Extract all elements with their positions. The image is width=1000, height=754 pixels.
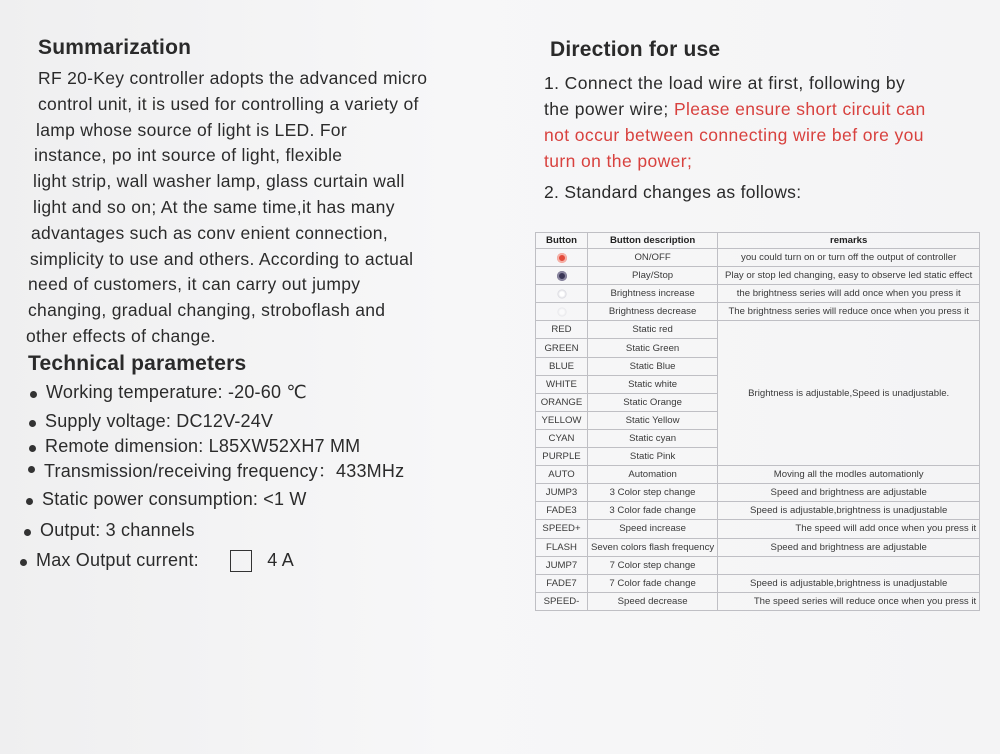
table-cell: 3 Color step change — [588, 484, 718, 502]
table-header-row — [536, 233, 980, 249]
play-icon — [557, 271, 567, 281]
table-cell — [536, 249, 588, 267]
table-row — [536, 574, 980, 592]
table-cell: 7 Color fade change — [588, 574, 718, 592]
table-cell: YELLOW — [536, 411, 588, 429]
parameter-item — [24, 520, 496, 550]
summary-body — [26, 66, 496, 350]
summary-title: Summarization — [38, 36, 192, 59]
bullet-icon — [24, 529, 31, 536]
summary-line: control unit, it is used for controlling a variety of — [38, 93, 419, 114]
power-icon — [557, 253, 567, 263]
table-cell: FADE7 — [536, 574, 588, 592]
table-cell: CYAN — [536, 429, 588, 447]
table-cell: Static Orange — [588, 393, 718, 411]
right-column — [544, 36, 989, 203]
bullet-icon — [20, 559, 27, 566]
summary-line: simplicity to use and others. According to actual — [30, 248, 414, 269]
table-cell: ON/OFF — [588, 249, 718, 267]
table-cell: Static Pink — [588, 448, 718, 466]
table-cell: AUTO — [536, 466, 588, 484]
bullet-icon — [29, 420, 36, 427]
bullet-icon — [26, 498, 33, 505]
parameter-item — [29, 411, 496, 436]
summary-line: RF 20-Key controller adopts the advanced micro — [38, 68, 428, 88]
bullet-icon — [29, 445, 36, 452]
parameter-text: Max Output current: — [36, 549, 199, 570]
warning-text: turn on the power; — [544, 151, 693, 171]
parameter-text: Working temperature: -20-60 ℃ — [46, 381, 307, 402]
table-cell: FLASH — [536, 538, 588, 556]
parameter-item — [30, 382, 496, 411]
table-cell: The speed will add once when you press it — [718, 520, 980, 538]
table-cell — [536, 285, 588, 303]
table-row — [536, 520, 980, 538]
table-cell: BLUE — [536, 357, 588, 375]
table-cell: GREEN — [536, 339, 588, 357]
table-cell — [536, 267, 588, 285]
bullet-icon — [28, 466, 35, 473]
summary-line: instance, po int source of light, flexible — [34, 145, 343, 166]
summary-line: need of customers, it can carry out jumpy — [28, 274, 361, 295]
table-cell: The brightness series will reduce once when you press it — [718, 303, 980, 321]
table-cell: Play/Stop — [588, 267, 718, 285]
table-cell: 7 Color step change — [588, 556, 718, 574]
table-header: remarks — [718, 233, 980, 249]
brightness-down-icon — [557, 307, 567, 317]
summary-line: advantages such as conv enient connection, — [31, 222, 389, 243]
table-cell: the brightness series will add once when you press it — [718, 285, 980, 303]
parameter-text: Output: 3 channels — [40, 519, 195, 540]
table-cell: Speed and brightness are adjustable — [718, 484, 980, 502]
table-cell: FADE3 — [536, 502, 588, 520]
table-cell: WHITE — [536, 375, 588, 393]
table-cell: Speed is adjustable,brightness is unadjustable — [718, 574, 980, 592]
left-column — [26, 36, 496, 572]
parameter-item — [20, 550, 496, 572]
warning-text: not occur between connecting wire bef ore you — [544, 125, 924, 145]
table-cell: Moving all the modles automationly — [718, 466, 980, 484]
parameter-item — [29, 436, 496, 457]
table-cell — [536, 303, 588, 321]
direction-line — [544, 96, 989, 122]
warning-text: Please ensure short circuit can — [673, 99, 926, 119]
table-cell: 3 Color fade change — [588, 502, 718, 520]
table-cell: PURPLE — [536, 448, 588, 466]
parameter-value: 4 A — [267, 549, 294, 570]
table-cell: Static cyan — [588, 429, 718, 447]
checkbox-icon — [230, 550, 252, 572]
parameter-list — [26, 382, 496, 572]
table-cell: Static white — [588, 375, 718, 393]
table-cell: RED — [536, 321, 588, 339]
table-row — [536, 484, 980, 502]
direction-step2: 2. Standard changes as follows: — [544, 182, 802, 202]
table-header: Button — [536, 233, 588, 249]
table-cell: Static red — [588, 321, 718, 339]
direction-text: the power wire; — [544, 99, 674, 119]
table-cell: SPEED+ — [536, 520, 588, 538]
table-row — [536, 303, 980, 321]
table-cell: Brightness increase — [588, 285, 718, 303]
table-row — [536, 267, 980, 285]
table-cell: Static Blue — [588, 357, 718, 375]
table-row — [536, 249, 980, 267]
table-cell: Automation — [588, 466, 718, 484]
table-cell: The speed series will reduce once when you press it — [718, 592, 980, 610]
table-cell: SPEED- — [536, 592, 588, 610]
table-cell: Speed increase — [588, 520, 718, 538]
table-row — [536, 321, 980, 339]
parameter-item — [26, 489, 496, 520]
summary-line: other effects of change. — [26, 325, 216, 346]
table-cell: you could turn on or turn off the output of controller — [718, 249, 980, 267]
table-row — [536, 502, 980, 520]
table-cell-merged: Brightness is adjustable,Speed is unadjustable. — [718, 321, 980, 466]
button-table — [535, 232, 980, 611]
direction-line: 1. Connect the load wire at first, following by — [544, 73, 906, 93]
table-row — [536, 556, 980, 574]
table-cell: JUMP3 — [536, 484, 588, 502]
table-cell: ORANGE — [536, 393, 588, 411]
parameter-text: Transmission/receiving frequency：433MHz — [44, 460, 405, 481]
table-cell: Static Green — [588, 339, 718, 357]
table-row — [536, 592, 980, 610]
table-cell: Speed decrease — [588, 592, 718, 610]
table-cell — [718, 556, 980, 574]
summary-line: light strip, wall washer lamp, glass curtain wall — [33, 171, 405, 192]
summary-line: lamp whose source of light is LED. For — [36, 119, 347, 140]
table-row — [536, 538, 980, 556]
brightness-up-icon — [557, 289, 567, 299]
table-header: Button description — [588, 233, 718, 249]
summary-line: light and so on; At the same time,it has many — [33, 196, 395, 217]
table-cell: Seven colors flash frequency — [588, 538, 718, 556]
bullet-icon — [30, 391, 37, 398]
parameter-text: Supply voltage: DC12V-24V — [45, 410, 274, 431]
parameter-text: Remote dimension: L85XW52XH7 MM — [45, 435, 361, 456]
table-cell: Speed and brightness are adjustable — [718, 538, 980, 556]
table-row — [536, 466, 980, 484]
direction-title: Direction for use — [550, 38, 721, 61]
parameter-item — [28, 457, 496, 489]
table-cell: Brightness decrease — [588, 303, 718, 321]
table-cell: JUMP7 — [536, 556, 588, 574]
summary-line: changing, gradual changing, stroboflash and — [28, 300, 386, 321]
table-row — [536, 285, 980, 303]
technical-title: Technical parameters — [28, 351, 247, 375]
table-cell: Play or stop led changing, easy to observe led static effect — [718, 267, 980, 285]
table-cell: Speed is adjustable,brightness is unadjustable — [718, 502, 980, 520]
table-cell: Static Yellow — [588, 411, 718, 429]
parameter-text: Static power consumption: <1 W — [42, 488, 307, 509]
